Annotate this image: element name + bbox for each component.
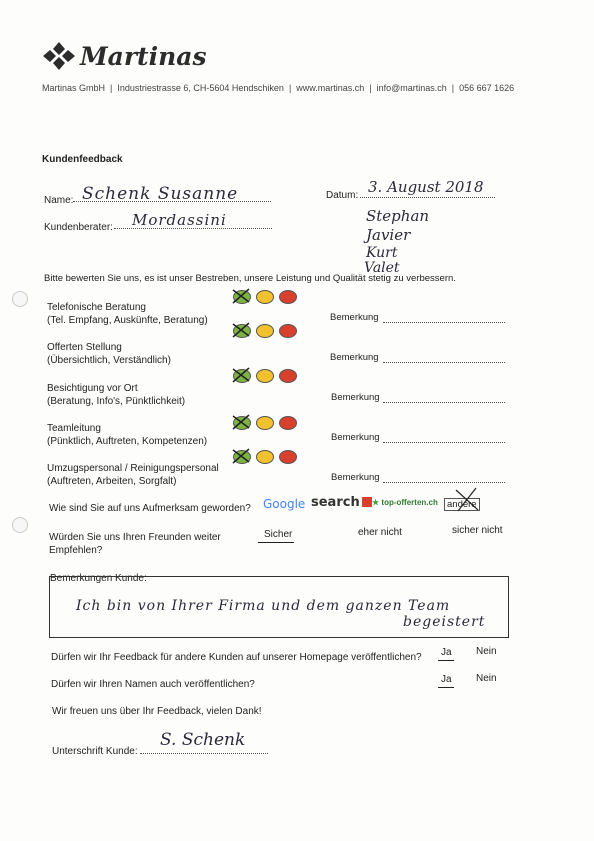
recommend-option-sicher[interactable]: Sicher xyxy=(264,529,293,540)
date-value[interactable]: 3. August 2018 xyxy=(368,178,484,196)
intro-text: Bitte bewerten Sie uns, es ist unser Bestreben, unsere Leistung und Qualität stetig zu verbessern. xyxy=(44,273,456,284)
rating-subtitle: (Pünktlich, Auftreten, Kompetenzen) xyxy=(47,436,208,447)
recommend-question: Würden Sie uns Ihren Freunden weiter xyxy=(49,532,221,543)
top-offerten-logo: top-offerten.ch xyxy=(381,498,438,507)
rating-subtitle: (Tel. Empfang, Auskünfte, Beratung) xyxy=(47,315,208,326)
check-cross-mark xyxy=(230,366,252,384)
remark-label: Bemerkung xyxy=(330,312,379,323)
advisor-label: Kundenberater: xyxy=(44,222,113,233)
check-cross-mark xyxy=(230,287,252,305)
smiley-bad-icon[interactable] xyxy=(279,416,297,430)
selection-underline xyxy=(438,660,454,661)
date-line xyxy=(360,196,495,198)
remark-field[interactable] xyxy=(383,441,505,443)
smiley-neutral-icon[interactable] xyxy=(256,369,274,383)
check-cross-mark xyxy=(230,447,252,465)
rating-title: Besichtigung vor Ort xyxy=(47,383,138,394)
search-logo-mark-icon xyxy=(362,497,372,507)
punch-hole xyxy=(12,291,28,307)
name-publish-question: Dürfen wir Ihren Namen auch veröffentlichen? xyxy=(51,679,255,690)
source-search[interactable] xyxy=(311,495,372,510)
smiley-neutral-icon[interactable] xyxy=(256,416,274,430)
signature-label: Unterschrift Kunde: xyxy=(52,746,138,757)
smiley-bad-icon[interactable] xyxy=(279,450,297,464)
smiley-bad-icon[interactable] xyxy=(279,290,297,304)
remark-label: Bemerkung xyxy=(330,352,379,363)
company-address: Martinas GmbH | Industriestrasse 6, CH-5604 Hendschiken | www.martinas.ch | info@martinas.ch | 056 667 1626 xyxy=(42,83,515,93)
signature-line xyxy=(140,752,268,754)
remark-label: Bemerkung xyxy=(331,472,380,483)
form-title: Kundenfeedback xyxy=(42,154,123,165)
team-name: Stephan xyxy=(366,207,430,225)
name-publish-yes[interactable]: Ja xyxy=(441,674,452,685)
team-name: Valet xyxy=(364,260,400,276)
publish-no[interactable]: Nein xyxy=(476,646,497,657)
remark-label: Bemerkung xyxy=(331,432,380,443)
remark-field[interactable] xyxy=(383,361,505,363)
source-google[interactable] xyxy=(263,497,305,511)
recommend-option-eher-nicht[interactable]: eher nicht xyxy=(358,527,402,538)
name-value[interactable]: Schenk Susanne xyxy=(82,184,239,204)
check-cross-mark xyxy=(230,321,252,339)
rating-subtitle: (Übersichtlich, Verständlich) xyxy=(47,355,171,366)
name-publish-no[interactable]: Nein xyxy=(476,673,497,684)
star-icon: ★ xyxy=(372,498,380,507)
google-logo: Google xyxy=(263,497,306,511)
rating-title: Teamleitung xyxy=(47,423,101,434)
remark-field[interactable] xyxy=(383,321,505,323)
thanks-text: Wir freuen uns über Ihr Feedback, vielen Dank! xyxy=(52,706,262,717)
rating-subtitle: (Beratung, Info's, Pünktlichkeit) xyxy=(47,396,186,407)
cross-mark xyxy=(452,486,482,514)
selection-underline xyxy=(258,542,294,543)
source-top-offerten[interactable] xyxy=(372,498,438,507)
remark-field[interactable] xyxy=(383,481,505,483)
name-label: Name: xyxy=(44,195,74,206)
company-name: Martinas xyxy=(80,42,207,71)
source-other-label: andere xyxy=(447,499,477,510)
search-logo: search xyxy=(311,495,360,510)
remark-field[interactable] xyxy=(383,401,505,403)
recommend-option-sicher-nicht[interactable]: sicher nicht xyxy=(452,525,503,536)
publish-question: Dürfen wir Ihr Feedback für andere Kunden auf unserer Homepage veröffentlichen? xyxy=(51,652,422,663)
rating-title: Telefonische Beratung xyxy=(47,302,146,313)
comment-text: Ich bin von Ihrer Firma und dem ganzen Team xyxy=(76,598,451,614)
signature-value[interactable]: S. Schenk xyxy=(160,730,246,750)
smiley-neutral-icon[interactable] xyxy=(256,450,274,464)
rating-title: Umzugspersonal / Reinigungspersonal xyxy=(47,463,219,474)
smiley-bad-icon[interactable] xyxy=(279,324,297,338)
smiley-neutral-icon[interactable] xyxy=(256,324,274,338)
rating-title: Offerten Stellung xyxy=(47,342,122,353)
remark-label: Bemerkung xyxy=(331,392,380,403)
comments-label: Bemerkungen Kunde: xyxy=(50,573,147,584)
smiley-bad-icon[interactable] xyxy=(279,369,297,383)
team-name: Kurt xyxy=(366,245,398,261)
selection-underline xyxy=(438,687,454,688)
date-label: Datum: xyxy=(326,190,359,201)
advisor-value[interactable]: Mordassini xyxy=(132,211,227,229)
check-cross-mark xyxy=(230,413,252,431)
team-name: Javier xyxy=(366,226,411,244)
rating-subtitle: (Auftreten, Arbeiten, Sorgfalt) xyxy=(47,476,177,487)
punch-hole xyxy=(12,517,28,533)
comment-text-cont: begeistert xyxy=(403,614,486,630)
smiley-neutral-icon[interactable] xyxy=(256,290,274,304)
recommend-question-cont: Empfehlen? xyxy=(49,545,103,556)
publish-yes[interactable]: Ja xyxy=(441,647,452,658)
martinas-logo-icon xyxy=(43,42,75,70)
source-question: Wie sind Sie auf uns Aufmerksam geworden? xyxy=(49,503,251,514)
